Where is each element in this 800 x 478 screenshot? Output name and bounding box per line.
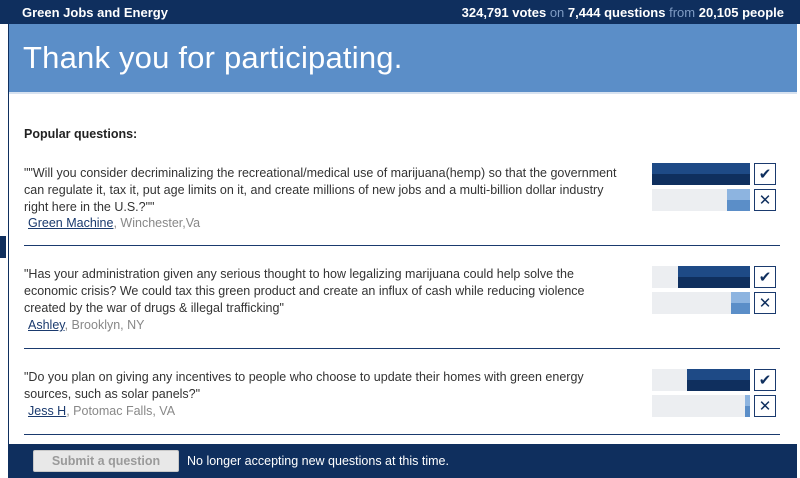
- disapprove-fill-upper: [731, 292, 750, 303]
- checkmark-icon: ✔: [758, 268, 772, 286]
- disapprove-fill-upper: [727, 189, 750, 200]
- approve-fill-lower: [678, 277, 750, 288]
- disapprove-bar: [652, 292, 750, 314]
- checkmark-icon: ✔: [758, 371, 772, 389]
- approve-fill-upper: [687, 369, 750, 380]
- checkmark-icon: ✔: [758, 165, 772, 183]
- votes-count: 324,791 votes: [461, 4, 547, 20]
- top-bar: [0, 0, 800, 24]
- on-word: on: [549, 4, 565, 20]
- disapprove-fill-lower: [727, 200, 750, 211]
- approve-button[interactable]: [754, 266, 776, 288]
- approve-button[interactable]: [754, 369, 776, 391]
- approve-bar: [652, 266, 750, 288]
- author-location: , Winchester,Va: [113, 216, 201, 230]
- author-link[interactable]: Green Machine: [28, 216, 114, 230]
- thank-you-title: Thank you for participating.: [23, 40, 403, 75]
- author-location: , Potomac Falls, VA: [66, 404, 176, 418]
- approve-button[interactable]: [754, 163, 776, 185]
- thank-you-banner: [9, 24, 797, 94]
- disapprove-fill-lower: [731, 303, 750, 314]
- author-location: , Brooklyn, NY: [64, 318, 145, 332]
- popular-questions-heading: Popular questions:: [24, 127, 138, 141]
- disapprove-fill-lower: [745, 406, 750, 417]
- participation-stats: [462, 5, 784, 20]
- people-count: 20,105 people: [698, 4, 784, 20]
- approve-fill-lower: [687, 380, 750, 391]
- divider: [24, 348, 780, 349]
- closed-message: No longer accepting new questions at this time.: [187, 454, 449, 468]
- disapprove-button[interactable]: [754, 189, 776, 211]
- approve-bar: [652, 369, 750, 391]
- x-close-icon: ✕: [758, 191, 772, 209]
- question-text: "Has your administration given any serious thought to how legalizing marijuana could help solve the economic crisis? We could tax this green product and create an influx of cash while reducing violence created by the war of drugs & illegal trafficking": [24, 267, 585, 315]
- question-text: "Do you plan on giving any incentives to people who choose to update their homes with green energy sources, such as solar panels?": [24, 370, 584, 401]
- submit-question-button[interactable]: Submit a question: [33, 450, 179, 472]
- disapprove-button[interactable]: [754, 292, 776, 314]
- from-word: from: [669, 4, 696, 20]
- approve-fill-upper: [652, 163, 750, 174]
- disapprove-bar: [652, 189, 750, 211]
- topic-title: Green Jobs and Energy: [22, 4, 168, 20]
- questions-count: 7,444 questions: [567, 4, 666, 20]
- approve-bar: [652, 163, 750, 185]
- disapprove-fill-upper: [745, 395, 750, 406]
- question-author: [28, 318, 144, 332]
- approve-fill-upper: [678, 266, 750, 277]
- footer-bar: [17, 444, 797, 478]
- question-author: [28, 216, 200, 230]
- divider: [24, 245, 780, 246]
- approve-fill-lower: [652, 174, 750, 185]
- side-tab: [0, 236, 6, 258]
- question-text: ""Will you consider decriminalizing the recreational/medical use of marijuana(hemp) so that the government can regulate it, tax it, put age limits on it, and create millions of new jobs and a multi-billion dollar industry right here in the U.S.?"": [24, 166, 617, 214]
- question-author: [28, 404, 175, 418]
- disapprove-button[interactable]: [754, 395, 776, 417]
- divider: [24, 434, 780, 435]
- x-close-icon: ✕: [758, 294, 772, 312]
- x-close-icon: ✕: [758, 397, 772, 415]
- author-link[interactable]: Ashley: [28, 318, 65, 332]
- author-link[interactable]: Jess H: [28, 404, 67, 418]
- disapprove-bar: [652, 395, 750, 417]
